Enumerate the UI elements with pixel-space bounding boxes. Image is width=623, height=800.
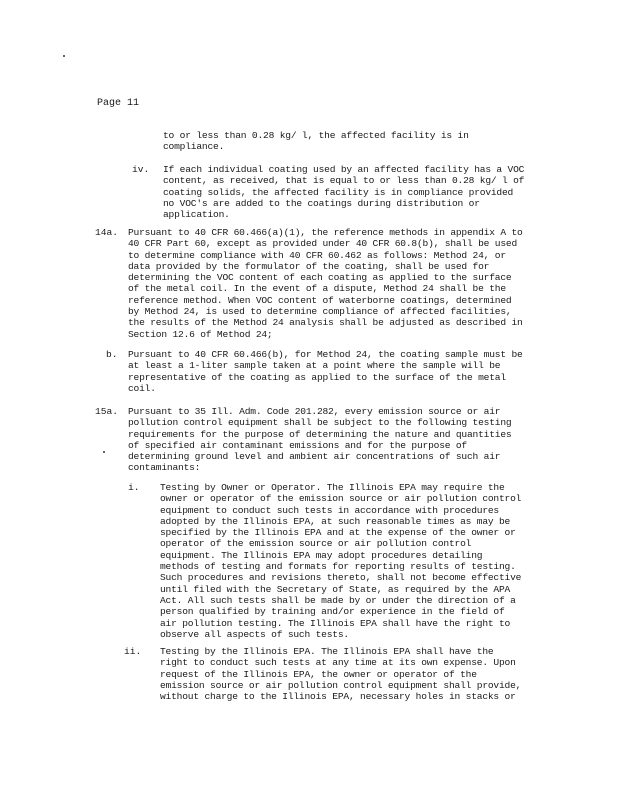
text-line: no VOC's are added to the coatings during distribution or xyxy=(163,197,480,209)
text-line: Such procedures and revisions thereto, shall not become effective xyxy=(160,572,522,584)
text-line: 40 CFR Part 60, except as provided under 40 CFR 60.8(b), shall be used xyxy=(128,238,518,250)
text-line: pollution control equipment shall be subject to the following testing xyxy=(128,417,512,429)
text-line: at least a 1-liter sample taken at a point where the sample will be xyxy=(128,360,501,372)
paragraph-14a xyxy=(128,227,523,340)
text-line: adopted by the Illinois EPA, at such reasonable times as may be xyxy=(160,515,511,527)
text-line: observe all aspects of such tests. xyxy=(160,628,349,640)
text-line: coating solids, the affected facility is in compliance provided xyxy=(163,186,514,198)
text-line: the results of the Method 24 analysis shall be adjusted as described in xyxy=(128,317,523,329)
item-marker-iv: iv. xyxy=(132,164,150,175)
text-line: by Method 24, is used to determine compliance of affected facilities, xyxy=(128,306,512,318)
text-line: methods of testing and formats for reporting results of testing. xyxy=(160,561,516,573)
text-line: application. xyxy=(163,209,230,221)
text-line: Testing by the Illinois EPA. The Illinois EPA shall have the xyxy=(160,646,494,657)
text-line: right to conduct such tests at any time at its own expense. Upon xyxy=(160,657,516,669)
text-line: representative of the coating as applied to the surface of the metal xyxy=(128,371,506,383)
text-line: requirements for the purpose of determining the nature and quantities xyxy=(128,428,512,440)
text-line: of specified air contaminant emissions and for the purpose of xyxy=(128,439,467,451)
text-line: Act. All such tests shall be made by or under the direction of a xyxy=(160,594,516,606)
section-marker-15a: 15a. xyxy=(95,406,119,417)
paragraph-b xyxy=(128,349,523,394)
scan-speck xyxy=(103,451,105,453)
paragraph-i xyxy=(160,482,521,640)
text-line: Pursuant to 40 CFR 60.466(b), for Method 24, the coating sample must be xyxy=(128,349,523,360)
text-line: air pollution testing. The Illinois EPA shall have the right to xyxy=(160,617,511,629)
item-marker-i: i. xyxy=(128,482,140,493)
text-line: equipment. The Illinois EPA may adopt procedures detailing xyxy=(160,549,483,561)
text-line: specified by the Illinois EPA and at the expense of the owner or xyxy=(160,527,516,539)
continuation-paragraph xyxy=(163,130,469,153)
paragraph-15a xyxy=(128,406,511,474)
page-number: Page 11 xyxy=(97,98,140,109)
text-line: Section 12.6 of Method 24; xyxy=(128,328,273,340)
text-line: coil. xyxy=(128,382,156,394)
text-line: contaminants: xyxy=(128,462,201,474)
text-line: Pursuant to 35 Ill. Adm. Code 201.282, every emission source or air xyxy=(128,406,501,417)
text-line: to or less than 0.28 kg/ l, the affected facility is in xyxy=(163,130,469,141)
text-line: content, as received, that is equal to or less than 0.28 kg/ l of xyxy=(163,175,525,187)
text-line: of the metal coil. In the event of a dispute, Method 24 shall be the xyxy=(128,283,506,295)
text-line: determining the VOC content of each coating as applied to the surface xyxy=(128,272,512,284)
text-line: until filed with the Secretary of State, as required by the APA xyxy=(160,583,511,595)
text-line: determining ground level and ambient air concentrations of such air xyxy=(128,451,501,463)
text-line: compliance. xyxy=(163,141,225,153)
text-line: to determine compliance with 40 CFR 60.462 as follows: Method 24, or xyxy=(128,249,506,261)
item-marker-ii: ii. xyxy=(124,646,142,657)
text-line: without charge to the Illinois EPA, necessary holes in stacks or xyxy=(160,691,516,703)
scan-speck xyxy=(63,55,65,57)
text-line: operator of the emission source or air pollution control xyxy=(160,538,472,550)
text-line: equipment to conduct such tests in accordance with procedures xyxy=(160,504,499,516)
text-line: owner or operator of the emission source or air pollution control xyxy=(160,493,522,505)
section-marker-b: b. xyxy=(106,349,118,360)
text-line: data provided by the formulator of the coating, shall be used for xyxy=(128,260,490,272)
text-line: request of the Illinois EPA, the owner or operator of the xyxy=(160,668,477,680)
text-line: If each individual coating used by an affected facility has a VOC xyxy=(163,164,525,175)
section-marker-14a: 14a. xyxy=(95,227,119,238)
text-line: emission source or air pollution control equipment shall provide, xyxy=(160,679,522,691)
text-line: Testing by Owner or Operator. The Illinois EPA may require the xyxy=(160,482,505,493)
paragraph-ii xyxy=(160,646,521,702)
text-line: Pursuant to 40 CFR 60.466(a)(1), the reference methods in appendix A to xyxy=(128,227,523,238)
text-line: person qualified by training and/or experience in the field of xyxy=(160,606,505,618)
text-line: reference method. When VOC content of waterborne coatings, determined xyxy=(128,294,512,306)
paragraph-iv xyxy=(163,164,524,220)
